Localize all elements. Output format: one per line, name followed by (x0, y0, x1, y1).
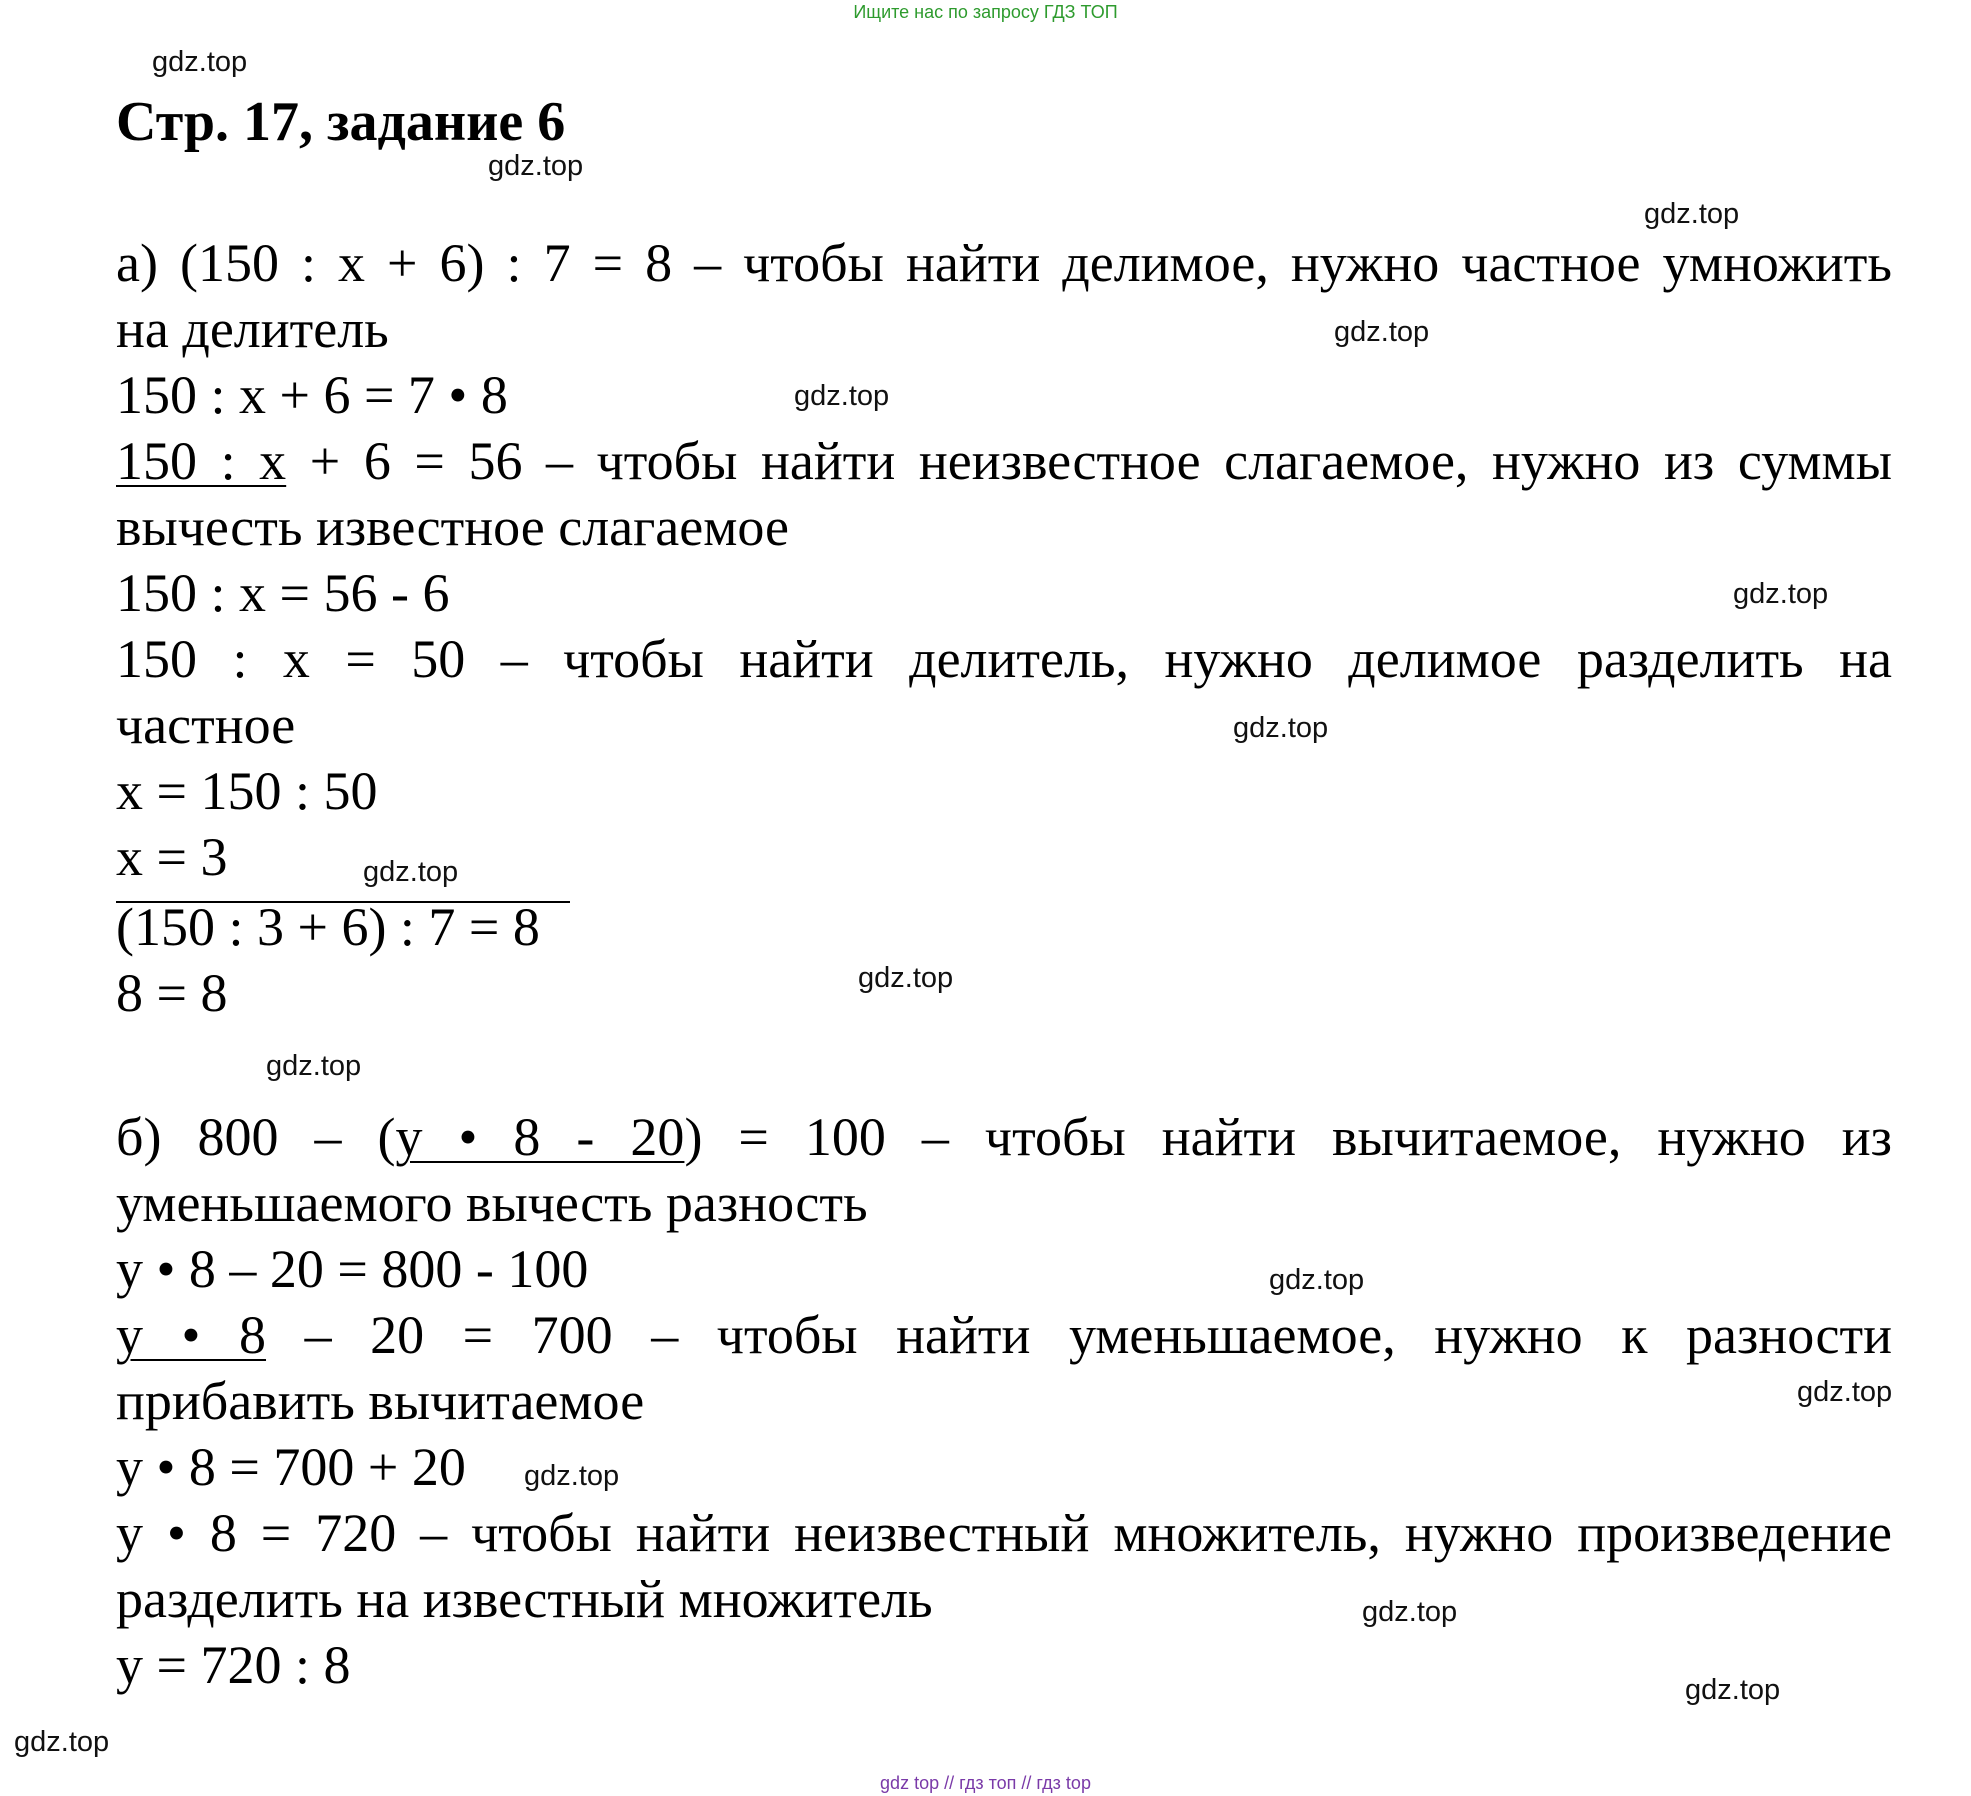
part-a-line-6: 150 : x = 56 - 6 (116, 563, 450, 623)
part-a-check-1: (150 : 3 + 6) : 7 = 8 (116, 897, 540, 957)
watermark: gdz.top (524, 1460, 620, 1492)
underlined-term: y • 8 (116, 1305, 267, 1365)
part-a-line-4-rest: + 6 = 56 – чтобы найти неизвестное слагаемое, нужно из суммы (286, 431, 1892, 491)
part-a-line-4 (116, 428, 1892, 494)
part-b-line-5: прибавить вычитаемое (116, 1371, 645, 1431)
watermark: gdz.top (488, 150, 584, 182)
header-banner: Ищите нас по запросу ГДЗ ТОП (853, 2, 1118, 22)
part-b-line-6: y • 8 = 700 + 20 (116, 1437, 466, 1497)
part-b-line-1-b: ) = 100 – чтобы найти вычитаемое, нужно из (684, 1107, 1892, 1167)
check-divider (116, 901, 570, 903)
watermark: gdz.top (152, 46, 248, 78)
page-title: Стр. 17, задание 6 (116, 91, 566, 153)
watermark: gdz.top (858, 962, 954, 994)
watermark: gdz.top (1685, 1674, 1781, 1706)
watermark: gdz.top (794, 380, 890, 412)
part-a-line-3: 150 : x + 6 = 7 • 8 (116, 365, 508, 425)
part-a-line-7: 150 : x = 50 – чтобы найти делитель, нужно делимое разделить на (116, 629, 1892, 689)
underlined-term: y • 8 - 20 (395, 1107, 685, 1167)
watermark: gdz.top (363, 856, 459, 888)
watermark: gdz.top (1362, 1596, 1458, 1628)
part-a-line-5: вычесть известное слагаемое (116, 497, 790, 557)
part-a-check-2: 8 = 8 (116, 963, 228, 1023)
part-a-line-9: x = 150 : 50 (116, 761, 378, 821)
watermark: gdz.top (1269, 1264, 1365, 1296)
part-b-line-2: уменьшаемого вычесть разность (116, 1173, 868, 1233)
part-b-line-4 (116, 1302, 1892, 1368)
underlined-term: 150 : x (116, 431, 287, 491)
part-b-line-4-rest: – 20 = 700 – чтобы найти уменьшаемое, нужно к разности (266, 1305, 1893, 1365)
watermark: gdz.top (1334, 316, 1430, 348)
part-a-line-10: x = 3 (116, 827, 228, 887)
watermark: gdz.top (1733, 578, 1829, 610)
part-a-line-2: на делитель (116, 299, 389, 359)
watermark: gdz.top (14, 1726, 110, 1758)
part-b-line-8: разделить на известный множитель (116, 1569, 933, 1629)
watermark: gdz.top (266, 1050, 362, 1082)
part-b-line-9: y = 720 : 8 (116, 1635, 351, 1695)
watermark: gdz.top (1233, 712, 1329, 744)
part-b-line-3: y • 8 – 20 = 800 - 100 (116, 1239, 589, 1299)
part-b-line-1-a: б) 800 – ( (116, 1107, 396, 1167)
part-b-line-7: y • 8 = 720 – чтобы найти неизвестный множитель, нужно произведение (116, 1503, 1892, 1563)
part-b-line-1 (116, 1104, 1892, 1170)
watermark: gdz.top (1797, 1376, 1893, 1408)
part-a-line-8: частное (116, 695, 296, 755)
watermark: gdz.top (1644, 198, 1740, 230)
part-a-line-1: а) (150 : x + 6) : 7 = 8 – чтобы найти делимое, нужно частное умножить (116, 233, 1892, 293)
footer-banner: gdz top // гдз топ // гдз top (880, 1773, 1091, 1793)
